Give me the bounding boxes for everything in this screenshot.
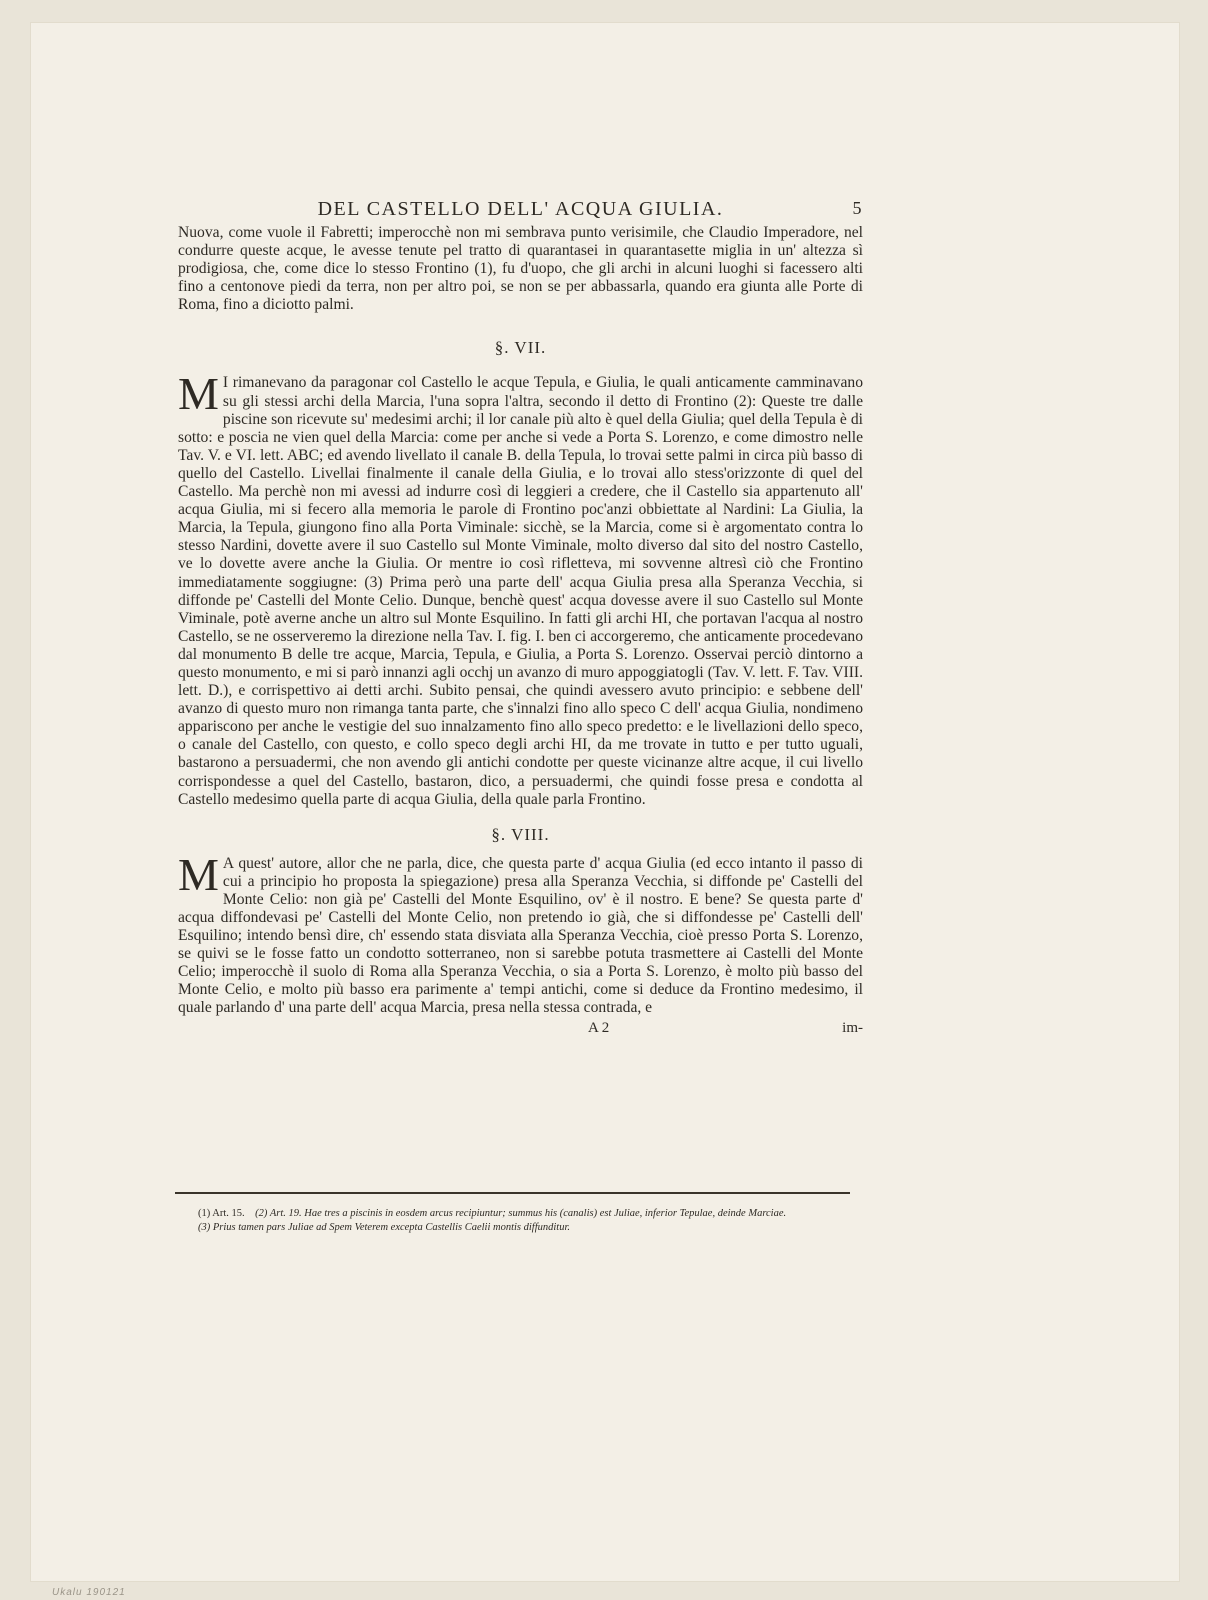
pencil-note: Ukalu 190121 <box>52 1587 126 1598</box>
footnote-3: (3) Prius tamen pars Juliae ad Spem Veterem excepta Castellis Caelii montis diffunditur. <box>198 1222 571 1233</box>
section-8-paragraph <box>178 848 863 1018</box>
section-7-paragraph <box>178 368 863 808</box>
footnote-rule <box>175 1192 850 1194</box>
footnote-1: (1) Art. 15. <box>198 1208 245 1219</box>
page-number: 5 <box>852 198 863 218</box>
footnote <box>172 1221 862 1235</box>
footnote <box>172 1207 862 1221</box>
running-head <box>178 198 863 224</box>
intro-paragraph: Nuova, come vuole il Fabretti; imperocchè non mi sembrava punto verisimile, che Claudio Imperadore, nel condurre queste acque, le avesse tenute pel tratto di quarantasei in quarantasette miglia in un' altezza sì prodigiosa, che, come dice lo stesso Frontino (1), fu d'uopo, che gli archi in alcuni luoghi si facessero alti fino a centonove piedi da terra, non per altro poi, se non se per abbassarla, quando era giunta alle Porte di Roma, fino a diciotto palmi. <box>178 224 863 314</box>
footnote-2: (2) Art. 19. Hae tres a piscinis in eosdem arcus recipiuntur; summus his (canalis) est Juliae, inferior Tepulae, deinde Marciae. <box>255 1208 787 1219</box>
signature-mark: A 2 <box>588 1019 610 1036</box>
section-7-text: I rimanevano da paragonar col Castello le acque Tepula, e Giulia, le quali anticamente camminavano su gli stessi archi della Marcia, l'una sopra l'altra, secondo il detto di Frontino (2): Queste tre dalle piscine son ricevute su' medesimi archi; il lor canale più alto è quel della Giulia; quel della Tepula è di sotto: e poscia ne vien quel della Marcia: come per anche si vede a Porta S. Lorenzo, e come dimostro nelle Tav. V. e VI. lett. ABC; ed avendo livellato il canale B. della Tepula, lo trovai sette palmi in circa più basso di quello del Castello. Livellai finalmente il canale della Giulia, e lo trovai allo stess'orizzonte di quel del Castello. Ma perchè non mi avessi ad indurre così di leggieri a credere, che il Castello sia appartenuto all' acqua Giulia, mi si fecero alla memoria le parole di Frontino poc'anzi obbiettate al Nardini: La Giulia, la Marcia, la Tepula, giungono fino alla Porta Viminale: sicchè, se la Marcia, come si è argomentato contra lo stesso Nardini, dovette avere il suo Castello sul Monte Viminale, molto diverso dal sito del nostro Castello, ve lo dovette avere anche la Giulia. Or mentre io così rifletteva, mi sovvenne altresì ciò che Frontino immediatamente soggiugne: (3) Prima però una parte dell' acqua Giulia presa alla Speranza Vecchia, si diffonde pe' Castelli del Monte Celio. Dunque, benchè quest' acqua dovesse avere il suo Castello sul Monte Viminale, potè averne anche un altro sul Monte Esquilino. In fatti gli archi HI, che portavan l'acqua al nostro Castello, se ne osserveremo la direzione nella Tav. I. fig. I. ben ci accorgeremo, che anticamente procedevano dal monumento B delle tre acque, Marcia, Tepula, e Giulia, a Porta S. Lorenzo. Osservai perciò dintorno a questo monumento, e mi si parò innanzi agli occhj un avanzo di muro appoggiatogli (Tav. V. lett. F. Tav. VIII. lett. D.), e corrispettivo ai detti archi. Subito pensai, che quindi avessero avuto principio: e sebbene dell' avanzo di questo muro non rimanga tanta parte, che s'innalzi fino allo speco C dell' acqua Giulia, nondimeno appariscono per anche le vestigie del suo innalzamento fino allo speco predetto: e le livellazioni dello speco, o canale del Castello, con questo, e collo speco degli archi HI, da me trovate in tutto e per tutto uguali, bastarono a persuadermi, che non avendo gli antichi condotte per queste vicinanze altre acque, il cui livello corrispondesse a quel del Castello, bastaron, dico, a persuadermi, che quindi fosse presa e condotta al Castello medesimo quella parte di acqua Giulia, della quale parla Frontino. <box>178 374 863 808</box>
running-head-title: DEL CASTELLO DELL' ACQUA GIULIA. <box>317 198 724 220</box>
signature-line <box>178 1020 863 1038</box>
section-7-heading: §. VII. <box>494 338 547 358</box>
text-page <box>178 198 863 1038</box>
drop-cap: M <box>178 368 219 420</box>
drop-cap: M <box>178 848 219 900</box>
footnotes <box>172 1207 862 1235</box>
section-8-heading: §. VIII. <box>491 824 550 844</box>
section-8-text: A quest' autore, allor che ne parla, dice, che questa parte d' acqua Giulia (ed ecco intanto il passo di cui a principio ho proposta la spiegazione) presa alla Speranza Vecchia, si diffonde pe' Castelli del Monte Celio: non già pe' Castelli del Monte Esquilino, ov' è il nostro. E bene? Se questa parte d' acqua diffondevasi pe' Castelli del Monte Celio, non pretendo io già, che si diffondesse pe' Castelli dell' Esquilino; intendo bensì dire, ch' essendo stata disviata alla Speranza Vecchia, cioè presso Porta S. Lorenzo, se quivi se le fosse fatto un condotto sotterraneo, non si sarebbe potuta trasmettere ai Castelli del Monte Celio; imperocchè il suolo di Roma alla Speranza Vecchia, o sia a Porta S. Lorenzo, è molto più basso del Monte Celio, e molto più basso era parimente a' tempi antichi, come si deduce da Frontino medesimo, il quale parlando d' una parte dell' acqua Marcia, presa nella stessa contrada, e <box>178 854 863 1017</box>
catchword: im- <box>842 1019 863 1036</box>
